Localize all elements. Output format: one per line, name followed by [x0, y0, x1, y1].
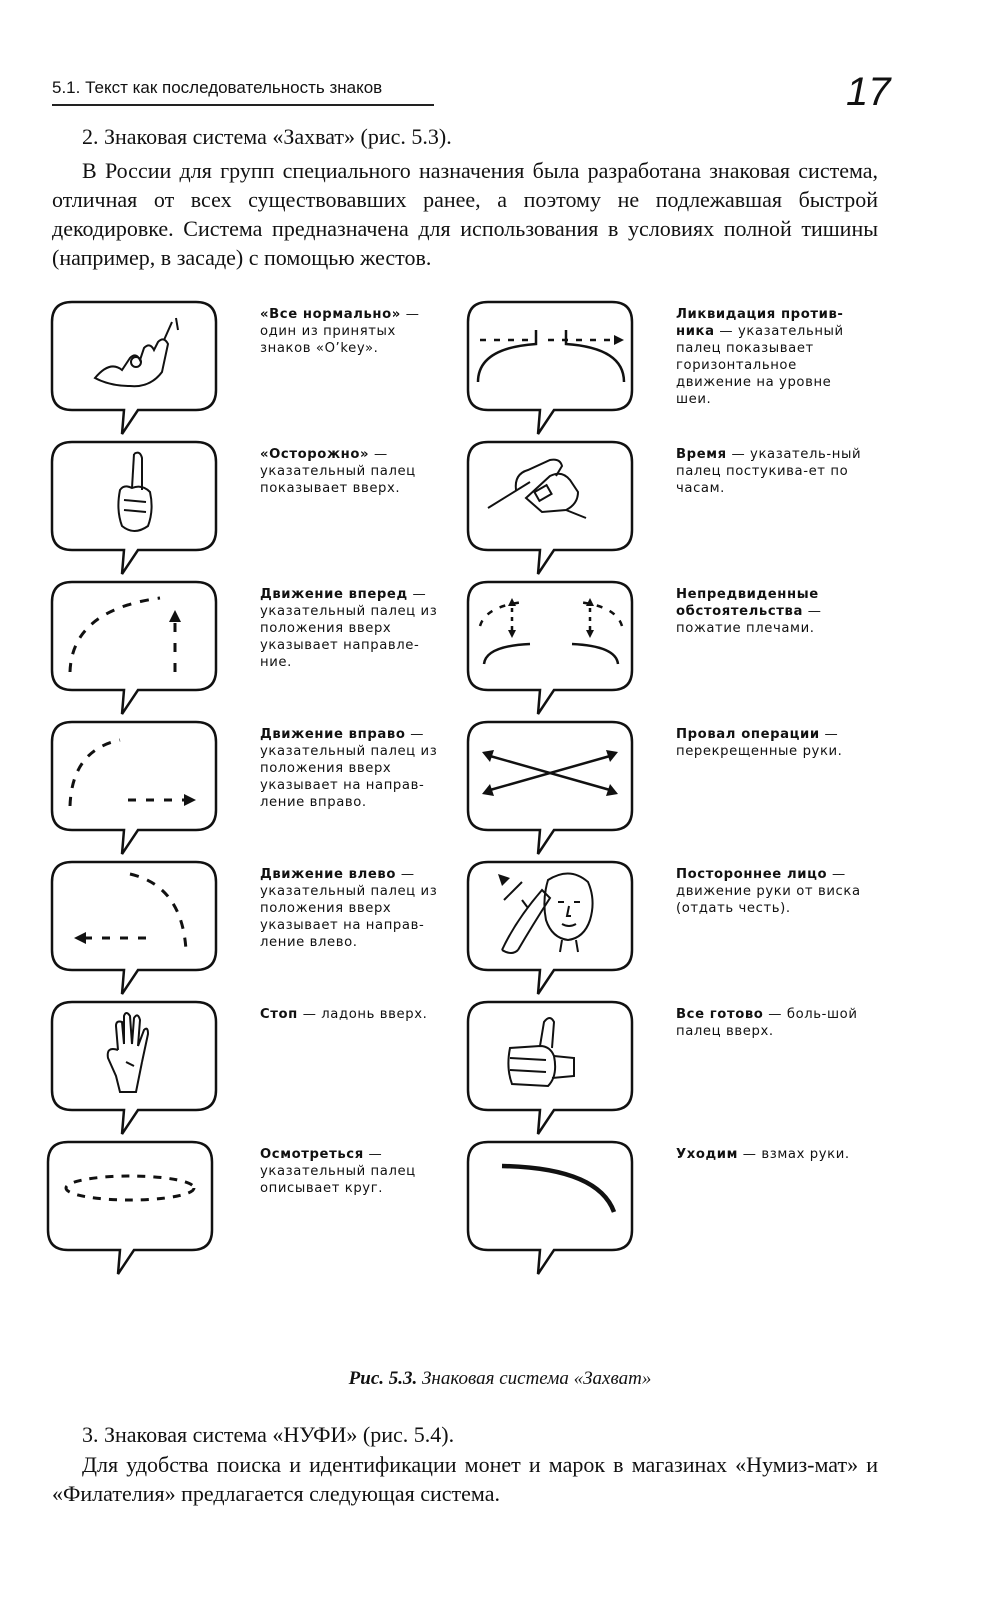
gesture-caption: Время — указатель-ный палец постукива-ет по часам. — [676, 447, 862, 496]
speech-bubble — [50, 580, 220, 720]
speech-bubble — [466, 300, 636, 440]
speech-bubble — [466, 1000, 636, 1140]
figure-caption-label: Рис. 5.3. — [348, 1368, 418, 1389]
gesture-caption: Провал операции — перекрещенные руки. — [676, 727, 843, 759]
speech-bubble — [50, 1000, 220, 1140]
section3-text: Для удобства поиска и идентификации монет и марок в магазинах «Нумиз-мат» и «Филателия» предлагается следующая система. — [52, 1452, 878, 1506]
speech-bubble — [466, 720, 636, 860]
speech-bubble — [50, 720, 220, 860]
speech-bubble — [50, 440, 220, 580]
gesture-caption: «Осторожно» — указательный палец показывает вверх. — [260, 447, 416, 496]
gesture-caption: Стоп — ладонь вверх. — [260, 1007, 428, 1022]
section3-heading: 3. Знаковая система «НУФИ» (рис. 5.4). — [82, 1422, 455, 1447]
gesture-caption: Все готово — боль-шой палец вверх. — [676, 1007, 858, 1039]
gesture-caption: «Все нормально» — один из принятых знаков «O’key». — [260, 307, 420, 356]
gesture-caption: Осмотреться — указательный палец описывает круг. — [260, 1147, 416, 1196]
gesture-caption: Постороннее лицо — движение руки от виска (отдать честь). — [676, 867, 861, 916]
gesture-caption: Движение влево — указательный палец из положения вверх указывает на направ-ление влево. — [260, 867, 438, 950]
speech-bubble — [50, 300, 220, 440]
gesture-caption: Движение вправо — указательный палец из положения вверх указывает на направ-ление вправо. — [260, 727, 438, 810]
speech-bubble — [50, 860, 220, 1000]
figure-caption-text: Знаковая система «Захват» — [422, 1368, 652, 1389]
figure-caption — [0, 1368, 1000, 1390]
speech-bubble — [466, 580, 636, 720]
gesture-caption: Движение вперед — указательный палец из положения вверх указывает направле-ние. — [260, 587, 438, 670]
gesture-figure — [40, 300, 940, 1340]
gesture-caption: Ликвидация против-ника — указательный палец показывает горизонтальное движение на уровне шеи. — [676, 307, 844, 407]
section-header: 5.1. Текст как последовательность знаков — [52, 78, 434, 106]
speech-bubble — [466, 1140, 636, 1280]
speech-bubble — [46, 1140, 216, 1280]
speech-bubble — [466, 860, 636, 1000]
speech-bubble — [466, 440, 636, 580]
paragraph-heading: 2. Знаковая система «Захват» (рис. 5.3). — [82, 124, 452, 149]
paragraph-intro: В России для групп специального назначения была разработана знаковая система, отличная от всех существовавших ранее, а поэтому не подлежавшая быстрой декодировке. Система предназначена для использования в условиях полной тишины (например, в засаде) с помощью жестов. — [52, 158, 878, 270]
page-number: 17 — [846, 70, 891, 114]
gesture-caption: Уходим — взмах руки. — [676, 1147, 850, 1162]
gesture-caption: Непредвиденные обстоятельства — пожатие плечами. — [676, 587, 822, 636]
